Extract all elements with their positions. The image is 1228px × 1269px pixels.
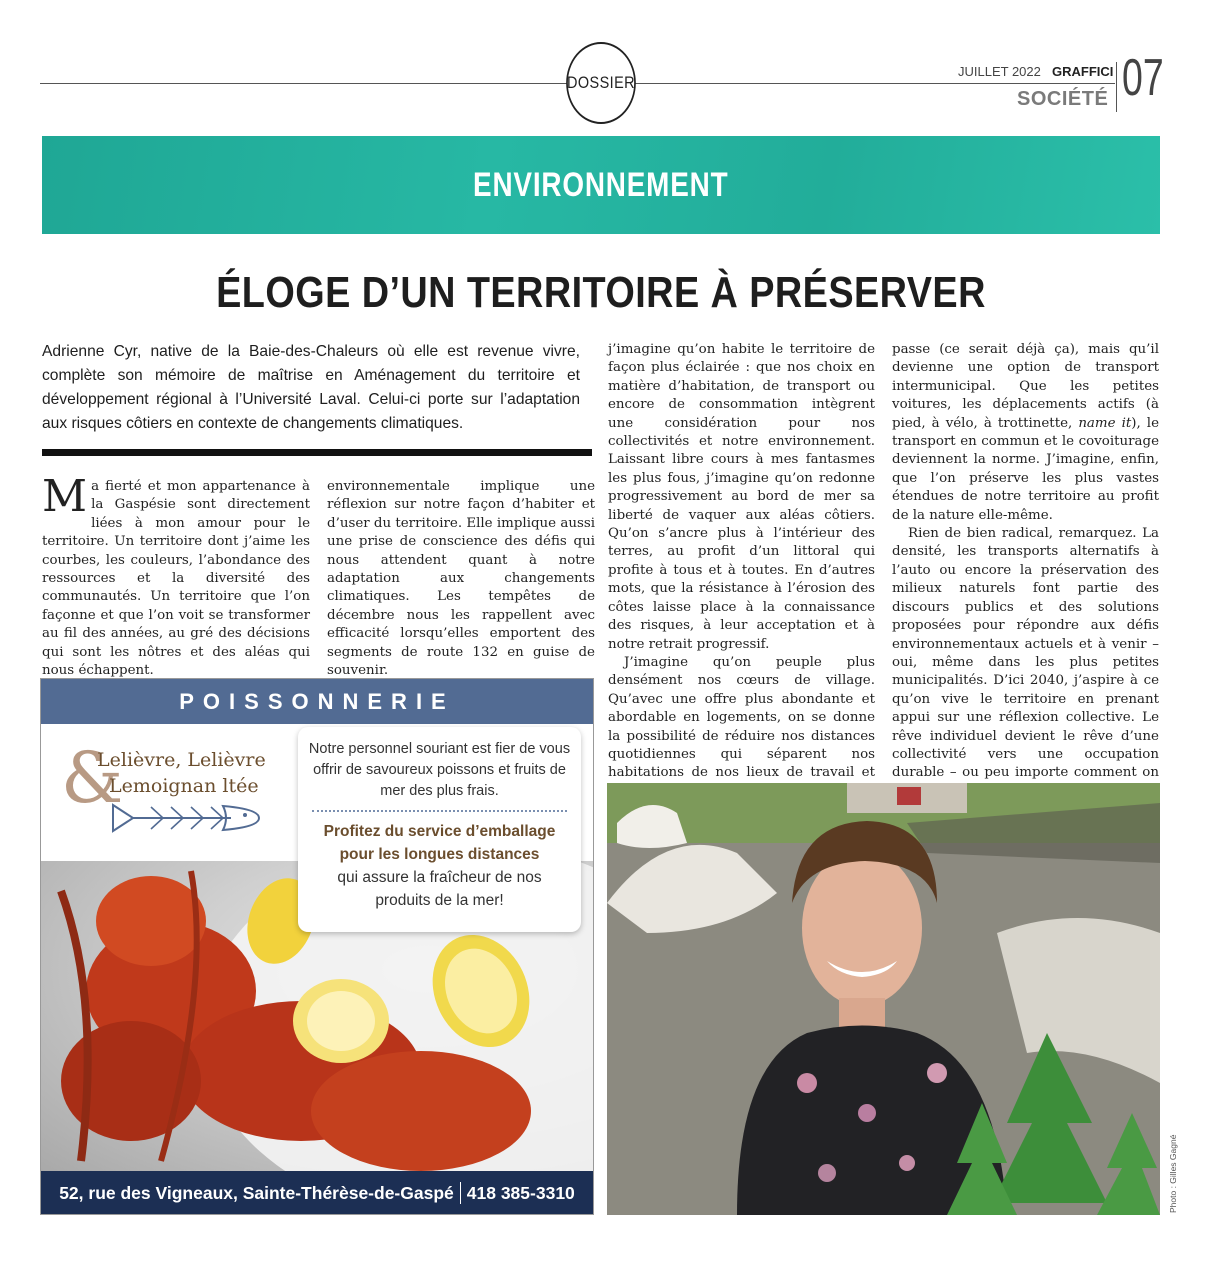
page-number: 07 — [1122, 49, 1164, 107]
article-column-4 — [892, 341, 1159, 820]
paragraph — [892, 341, 1159, 525]
ad-header — [41, 679, 593, 724]
logo-line-1: Lelièvre, Lelièvre — [97, 749, 266, 771]
section-label: SOCIÉTÉ — [1017, 88, 1109, 110]
ad-header-label: POISSONNERIE — [179, 688, 455, 714]
ad-message-box — [298, 727, 581, 932]
contact-separator — [460, 1182, 461, 1204]
lead-divider — [42, 449, 592, 456]
header-divider — [1116, 62, 1117, 112]
paragraph-text: a fierté et mon appartenance à la Gaspésie sont directement liées à mon amour pour le territoire. Un territoire dont j’aime les courbes, les couleurs, l’abondance des ressources et la diversité des communautés. Un territoire que l’on façonne et que l’on voit se transformer au fil des années, au gré des décisions qui sont les nôtres et des aléas qui nous échappent. — [42, 479, 310, 679]
drop-cap: M — [42, 471, 88, 522]
ad-phone: 418 385-3310 — [466, 1182, 575, 1203]
emphasis-text: name it — [1078, 415, 1132, 431]
beach-portrait-illustration — [607, 783, 1160, 1215]
article-lead: Adrienne Cyr, native de la Baie-des-Chaleurs où elle est revenue vivre, complète son mémoire de maîtrise en Aménagement du territoire et développement régional à l’Université Laval. Celui-ci porte sur l’adaptation aux risques côtiers en contexte de changements climatiques. — [42, 343, 580, 432]
paragraph: Rien de bien radical, remarquez. La densité, les transports alternatifs à l’auto ou encore la préservation des milieux naturels font partie des discours publics et des solutions proposées pour répondre aux défis environnementaux actuels et à venir – oui, même dans les plus petites municipalités. D’ici 2040, j’aspire à ce qu’on vive le territoire en prenant appui sur une réflexion collective. Le rêve individuel devient le rêve d’une collectivité vers une occupation durable – ou peu importe comment on — [892, 526, 1159, 781]
ad-intro-text: Notre personnel souriant est fier de vous offrir de savoureux poissons et fruits de mer des plus frais. — [308, 741, 571, 799]
portrait-photo — [607, 783, 1160, 1215]
issue-date: JUILLET 2022 — [958, 64, 1041, 79]
paragraph: J’imagine qu’on peuple plus densément nos cœurs de village. Qu’avec une offre plus abondante et abordable en logements, on se donne la possibilité de réduire nos distances quotidiennes qui séparent nos habitations de nos lieux de travail et — [608, 654, 875, 781]
fishmonger-logo — [61, 739, 301, 849]
paragraph-text: ), le transport en commun et le covoiturage deviennent la norme. J’imagine, enfin, que l’on préserve les plus vastes étendues de notre territoire au profit de la nature elle-même. — [892, 415, 1160, 523]
category-label: ENVIRONNEMENT — [473, 165, 729, 204]
dossier-badge: DOSSIER — [566, 42, 636, 124]
photo-credit: Photo : Gilles Gagné — [1168, 1134, 1178, 1213]
ad-address: 52, rue des Vigneaux, Sainte-Thérèse-de-Gaspé — [59, 1182, 454, 1203]
article-column-2 — [327, 478, 595, 699]
article-column-3 — [608, 341, 875, 838]
fish-skeleton-icon — [111, 801, 261, 835]
poissonnerie-ad — [40, 678, 594, 1215]
category-banner — [42, 136, 1160, 234]
paragraph-text: passe (ce serait déjà ça), mais qu’il devienne une option de transport intermunicipal. Que les petites voitures, les déplacements actifs (à pied, à vélo, à trottinette, — [892, 342, 1159, 431]
paragraph: j’imagine qu’on habite le territoire de façon plus éclairée : que nos choix en matière d’habitation, de transport ou encore de consommation intègrent une considération pour nos collectivités et notre environnement. Laissant libre cours à mes fantasmes les plus fous, j’imagine qu’on redonne progressivement au bord de mer sa liberté de vaquer aux aléas côtiers. Qu’on s’ancre plus à l’intérieur des terres, au profit d’un littoral qui profite à tous et à toutes. En d’autres mots, que la résistance à l’érosion des côtes laisse place à la connaissance des risques, à leur acceptation et à notre retrait progressif. — [608, 342, 875, 652]
ad-highlight-text: Profitez du service d’emballage pour les longues distances — [323, 823, 556, 863]
publication-name: GRAFFICI — [1052, 64, 1114, 79]
ad-contact-bar — [41, 1171, 593, 1215]
article-headline: ÉLOGE D’UN TERRITOIRE À PRÉSERVER — [216, 268, 986, 317]
logo-line-2: Lemoignan ltée — [109, 775, 259, 797]
paragraph: environnementale implique une réflexion sur notre façon d’habiter et d’user du territoire. Elle implique aussi une prise de conscience des défis qui nous attendent quant à notre adaptation aux changements climatiques. Les tempêtes de décembre nous les rappellent avec efficacité lorsqu’elles emportent des segments de route 132 en guise de souvenir. — [327, 479, 595, 679]
ampersand-mark: & — [61, 737, 124, 819]
ad-closing-text: qui assure la fraîcheur de nos produits de la mer! — [337, 869, 542, 909]
ad-divider — [312, 810, 567, 812]
paragraph — [42, 471, 310, 680]
